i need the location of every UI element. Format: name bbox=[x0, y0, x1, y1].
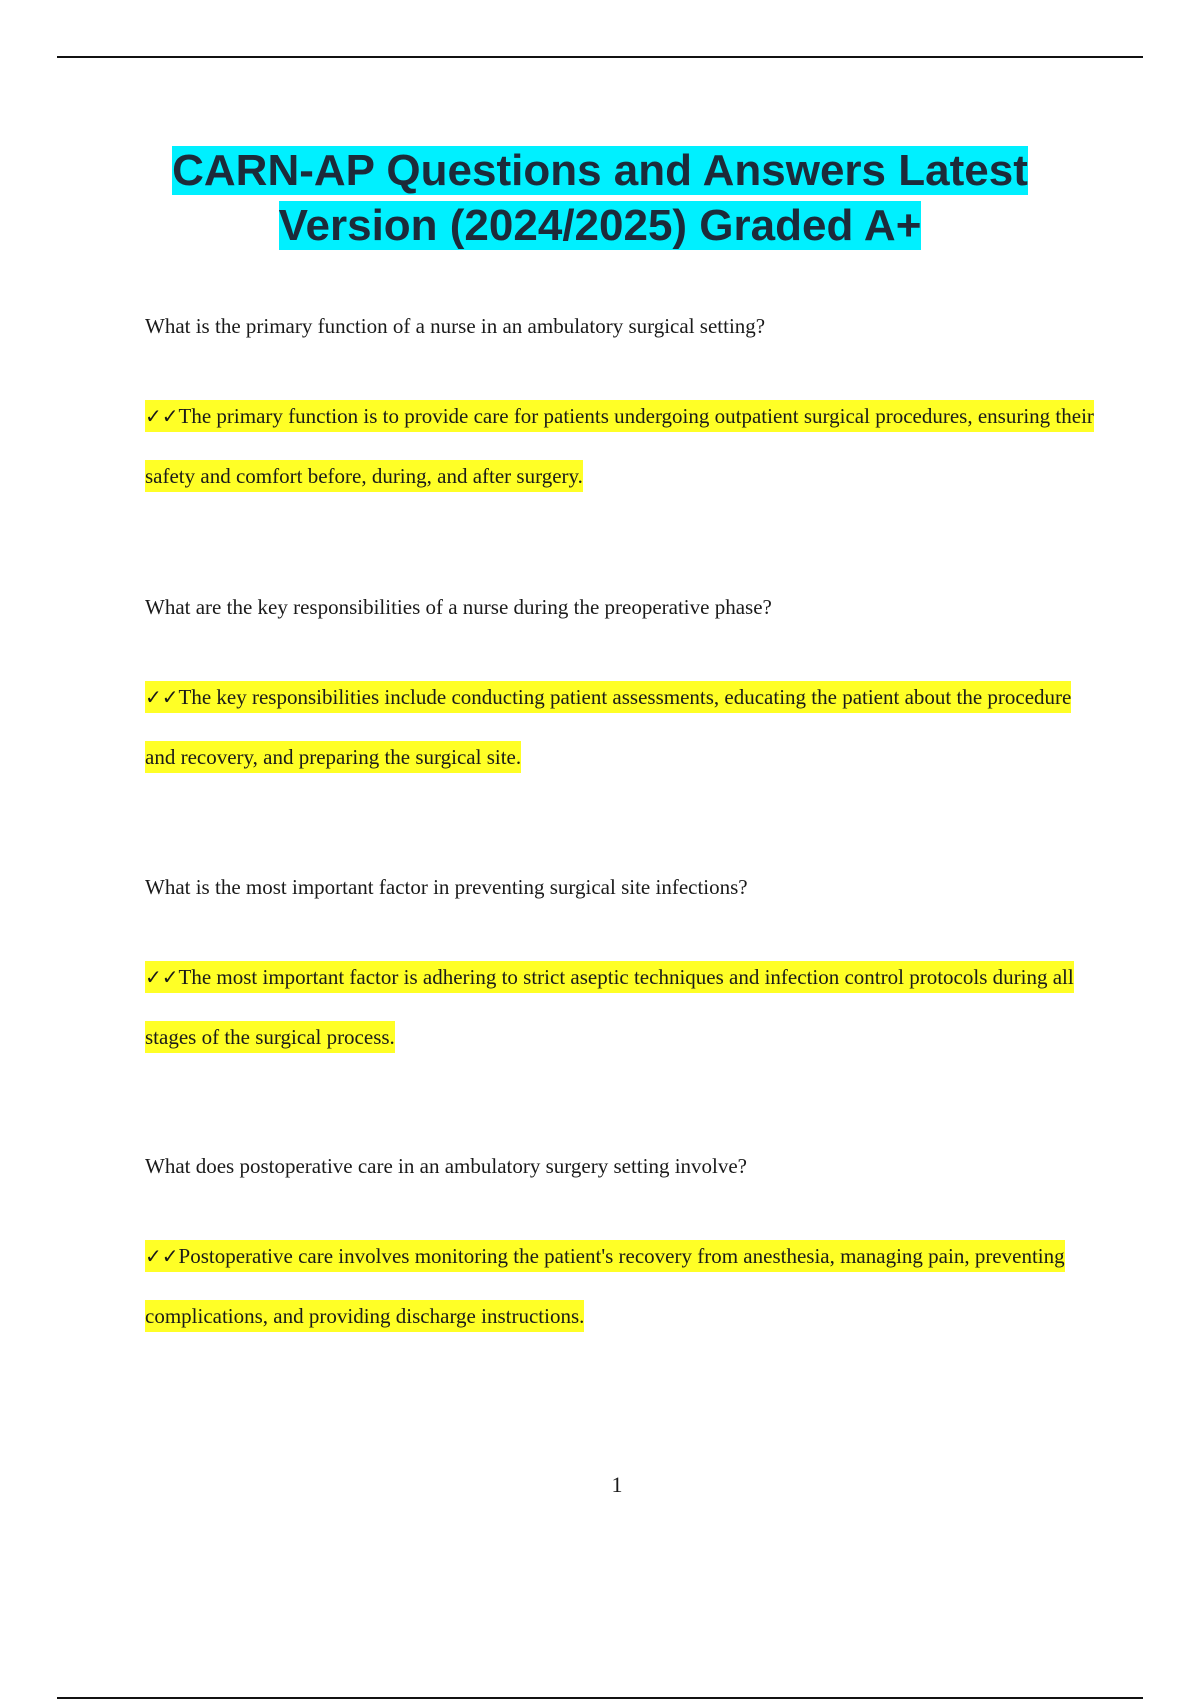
document-title-text: CARN-AP Questions and Answers Latest Version (2024/2025) Graded A+ bbox=[172, 146, 1028, 250]
page-number: 1 bbox=[611, 1472, 623, 1497]
document-title bbox=[100, 143, 1100, 253]
answer-highlight bbox=[145, 400, 1094, 492]
double-check-icon: ✓✓ bbox=[145, 965, 179, 989]
answer-block bbox=[145, 667, 1095, 787]
question-text: What are the key responsibilities of a nurse during the preoperative phase? bbox=[145, 595, 772, 619]
answer-text: The key responsibilities include conducting patient assessments, educating the patient about the procedure and recovery, and preparing the surgical site. bbox=[145, 685, 1072, 769]
answer-highlight bbox=[145, 1240, 1065, 1332]
answer-text: Postoperative care involves monitoring the patient's recovery from anesthesia, managing pain, preventing complications, and providing discharge instructions. bbox=[145, 1244, 1065, 1328]
answer-text: The primary function is to provide care for patients undergoing outpatient surgical procedures, ensuring their safety and comfort before, during, and after surgery. bbox=[145, 404, 1094, 488]
answer-block bbox=[145, 1226, 1095, 1346]
answer-highlight bbox=[145, 961, 1074, 1053]
top-rule bbox=[57, 56, 1143, 58]
double-check-icon: ✓✓ bbox=[145, 404, 179, 428]
qa-item bbox=[145, 1151, 1095, 1346]
answer-block bbox=[145, 947, 1095, 1067]
question-text: What is the most important factor in preventing surgical site infections? bbox=[145, 875, 748, 899]
double-check-icon: ✓✓ bbox=[145, 1244, 179, 1268]
question-text: What does postoperative care in an ambulatory surgery setting involve? bbox=[145, 1154, 748, 1178]
qa-item bbox=[145, 592, 1095, 787]
double-check-icon: ✓✓ bbox=[145, 685, 179, 709]
qa-item bbox=[145, 311, 1095, 506]
answer-text: The most important factor is adhering to strict aseptic techniques and infection control protocols during all stages of the surgical process. bbox=[145, 965, 1074, 1049]
answer-block bbox=[145, 386, 1095, 506]
question-text: What is the primary function of a nurse in an ambulatory surgical setting? bbox=[145, 314, 766, 338]
bottom-rule bbox=[57, 1697, 1143, 1699]
qa-item bbox=[145, 872, 1095, 1067]
answer-highlight bbox=[145, 681, 1071, 773]
